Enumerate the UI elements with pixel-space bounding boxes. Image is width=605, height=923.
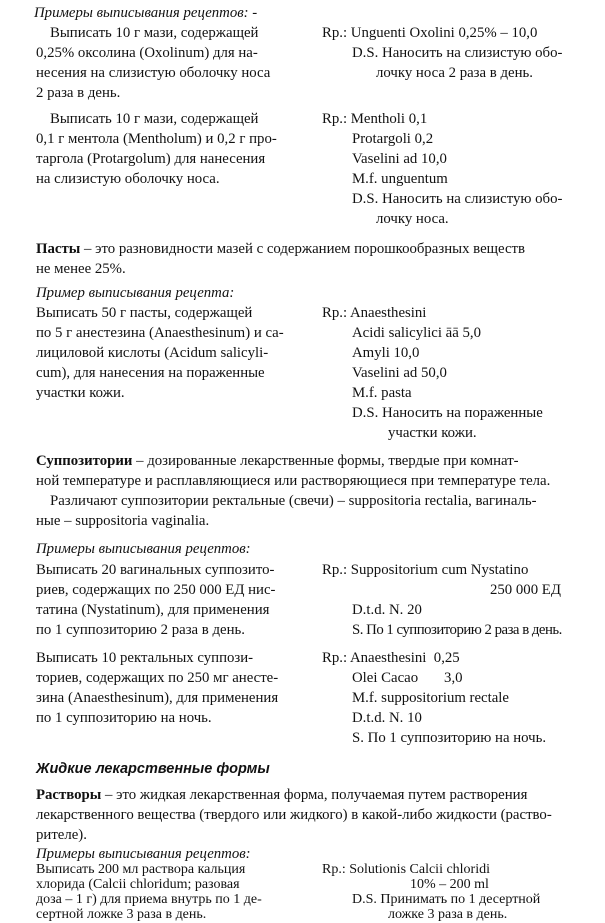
rx-line: Amyli 10,0: [352, 345, 420, 361]
rx-line: участки кожи.: [388, 425, 477, 441]
ex2-text-line: Выписать 10 г мази, содержащей: [50, 111, 259, 127]
ex1-text-line: 2 раза в день.: [36, 85, 121, 101]
solutions-text-line: доза – 1 г) для приема внутрь по 1 де-: [36, 892, 262, 907]
rx-line: D.S. Принимать по 1 десертной: [352, 892, 541, 907]
supp-ex1-text-line: риев, содержащих по 250 000 ЕД нис-: [36, 582, 276, 598]
supp-ex2-text-line: ториев, содержащих по 250 мг анесте-: [36, 670, 279, 686]
rx-line: лочку носа.: [376, 211, 449, 227]
examples-header-1: Примеры выписывания рецептов: -: [34, 5, 258, 21]
ex1-text-line: Выписать 10 г мази, содержащей: [50, 25, 259, 41]
rx-line: M.f. pasta: [352, 385, 412, 401]
supp-ex2-text-line: Выписать 10 ректальных суппози-: [36, 650, 254, 666]
rx-line: Rp.: Mentholi 0,1: [322, 111, 428, 127]
pastes-term: Пасты: [36, 241, 81, 257]
pastes-definition: [36, 240, 525, 259]
rx-line: Vaselini ad 10,0: [352, 151, 447, 167]
solutions-text-line: сертной ложке 3 раза в день.: [36, 907, 207, 922]
rx-line: D.t.d. N. 10: [352, 710, 422, 726]
supp-example-header: Примеры выписывания рецептов:: [36, 541, 251, 557]
rx-line: 250 000 ЕД: [490, 582, 561, 598]
rx-line: Protargoli 0,2: [352, 131, 434, 147]
solutions-example-header: Примеры выписывания рецептов:: [36, 846, 251, 862]
rx-line: лочку носа 2 раза в день.: [376, 65, 533, 81]
pastes-text-line: Выписать 50 г пасты, содержащей: [36, 305, 253, 321]
rx-line: Rp.: Unguenti Oxolini 0,25% – 10,0: [322, 25, 538, 41]
suppositories-definition: [36, 452, 519, 471]
section-heading: Жидкие лекарственные формы: [36, 761, 270, 777]
supp-def-line: Различают суппозитории ректальные (свечи) – suppositoria rectalia, вагиналь-: [50, 493, 537, 509]
ex2-text-line: 0,1 г ментола (Mentholum) и 0,2 г про-: [36, 131, 277, 147]
solutions-text-line: Выписать 200 мл раствора кальция: [36, 862, 246, 877]
rx-line: ложке 3 раза в день.: [388, 907, 508, 922]
rx-line: Olei Cacao 3,0: [352, 670, 463, 686]
rx-line: D.S. Наносить на слизистую обо-: [352, 191, 563, 207]
supp-def-line: ные – suppositoria vaginalia.: [36, 513, 210, 529]
solutions-definition: [36, 786, 527, 805]
rx-line: S. По 1 суппозиторию на ночь.: [352, 730, 547, 746]
rx-line: Rp.: Suppositorium cum Nystatino: [322, 562, 529, 578]
supp-ex1-text-line: Выписать 20 вагинальных суппозито-: [36, 562, 275, 578]
supp-def-line: ной температуре и расплавляющиеся или растворяющиеся при температуре тела.: [36, 473, 551, 489]
supp-ex1-text-line: татина (Nystatinum), для применения: [36, 602, 270, 618]
ex1-text-line: несения на слизистую оболочку носа: [36, 65, 271, 81]
pastes-def-line: не менее 25%.: [36, 261, 126, 277]
pastes-example-header: Пример выписывания рецепта:: [36, 285, 235, 301]
rx-line: Acidi salicylici āā 5,0: [352, 325, 482, 341]
solutions-def-line: рителе).: [36, 827, 87, 843]
solutions-text-line: хлорида (Calcii chloridum; разовая: [36, 877, 240, 892]
pastes-text-line: лициловой кислоты (Acidum salicyli-: [36, 345, 269, 361]
pastes-def-line: – это разновидности мазей с содержанием порошкообразных веществ: [80, 241, 525, 257]
rx-line: Vaselini ad 50,0: [352, 365, 447, 381]
rx-line: M.f. unguentum: [352, 171, 448, 187]
rx-line: Rp.: Solutionis Calcii chloridi: [322, 862, 490, 877]
solutions-def-line: лекарственного вещества (твердого или жидкого) в какой-либо жидкости (раство-: [36, 807, 552, 823]
solutions-term: Растворы: [36, 787, 102, 803]
rx-line: Rp.: Anaesthesini 0,25: [322, 650, 460, 666]
rx-line: D.S. Наносить на слизистую обо-: [352, 45, 563, 61]
pastes-text-line: по 5 г анестезина (Anaesthesinum) и са-: [36, 325, 284, 341]
supp-def-line: – дозированные лекарственные формы, твердые при комнат-: [132, 453, 519, 469]
ex2-text-line: таргола (Protargolum) для нанесения: [36, 151, 266, 167]
rx-line: D.t.d. N. 20: [352, 602, 422, 618]
supp-ex2-text-line: по 1 суппозиторию на ночь.: [36, 710, 212, 726]
rx-line: Rp.: Anaesthesini: [322, 305, 427, 321]
suppositories-term: Суппозитории: [36, 453, 133, 469]
rx-line: M.f. suppositorium rectale: [352, 690, 509, 706]
rx-line: S. По 1 суппозиторию 2 раза в день.: [352, 622, 562, 638]
supp-ex2-text-line: зина (Anaesthesinum), для применения: [36, 690, 279, 706]
ex1-text-line: 0,25% оксолина (Oxolinum) для на-: [36, 45, 258, 61]
rx-line: 10% – 200 ml: [410, 877, 489, 892]
supp-ex1-text-line: по 1 суппозиторию 2 раза в день.: [36, 622, 245, 638]
pastes-text-line: участки кожи.: [36, 385, 125, 401]
pastes-text-line: cum), для нанесения на пораженные: [36, 365, 265, 381]
ex2-text-line: на слизистую оболочку носа.: [36, 171, 220, 187]
rx-line: D.S. Наносить на пораженные: [352, 405, 543, 421]
solutions-def-line: – это жидкая лекарственная форма, получаемая путем растворения: [101, 787, 528, 803]
